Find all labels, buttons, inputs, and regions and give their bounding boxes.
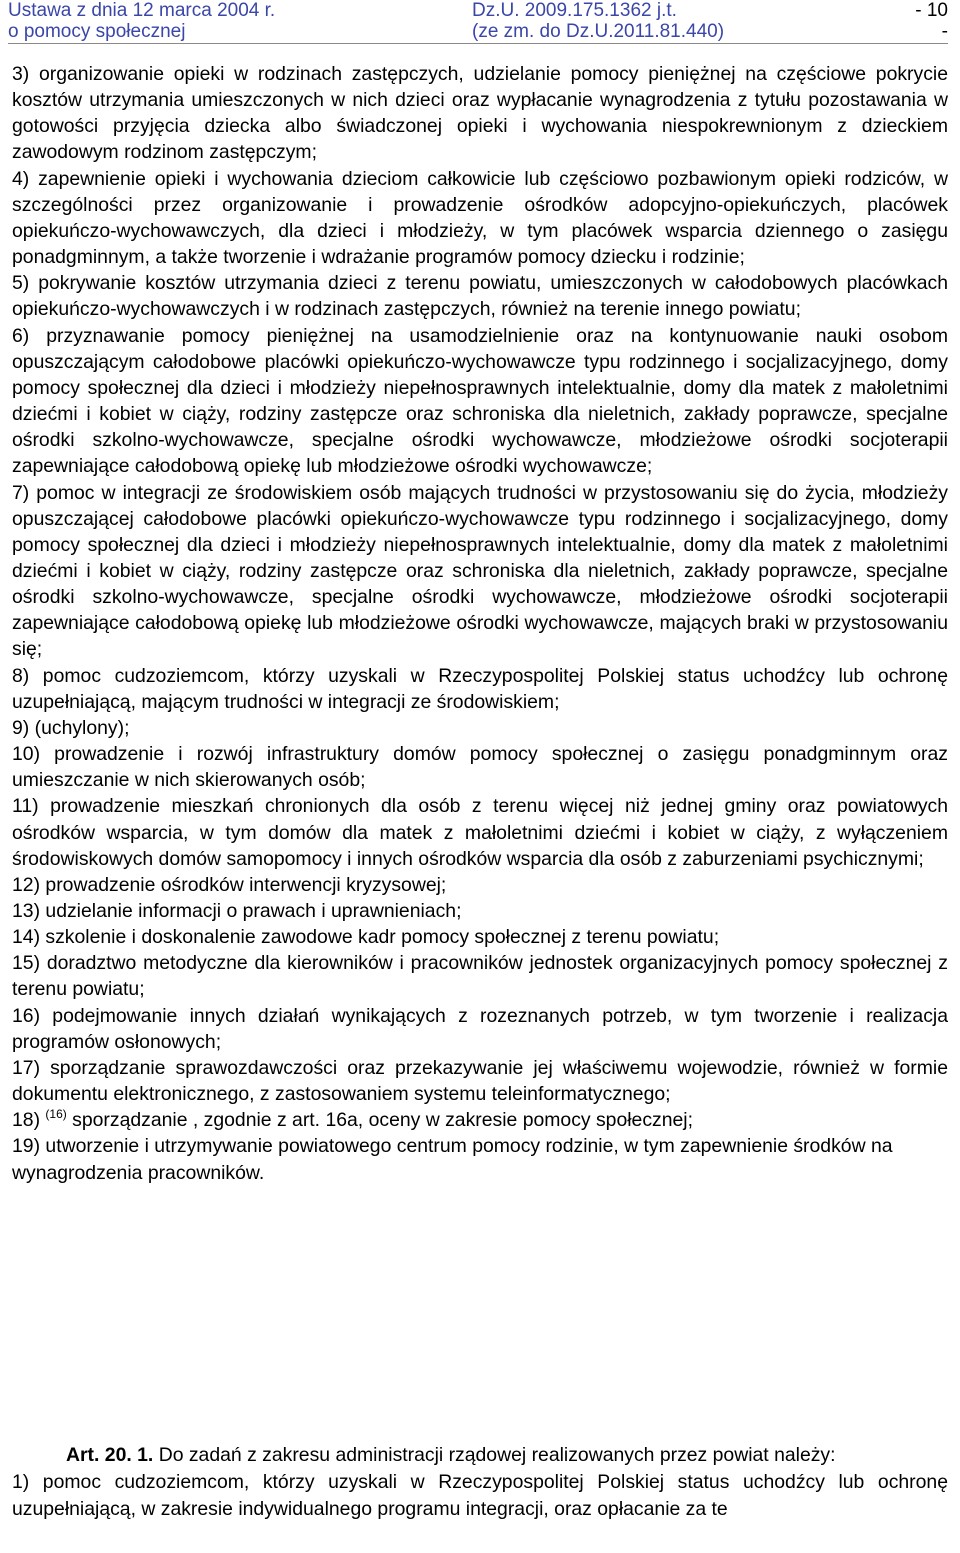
list-item: 3) organizowanie opieki w rodzinach zastępczych, udzielanie pomocy pieniężnej na częściowe pokrycie kosztów utrzymania umieszczonych w nich dzieci oraz wypłacanie wynagrodzenia z tytułu pozostawania w gotowości przyjęcia dziecka albo świadczonej opieki i wychowania niespokrewnionym z dzieckiem zawodowym rodzinom zastępczym; xyxy=(12,63,948,164)
article-label: Art. 20. 1. xyxy=(66,1444,154,1466)
list-item: 4) zapewnienie opieki i wychowania dzieciom całkowicie lub częściowo pozbawionym opieki rodziców, w szczególności przez organizowanie i prowadzenie ośrodków adopcyjno-opiekuńczych, placówek opiekuńczo-wychowawczych, dla dzieci i młodzieży, w tym placówek wsparcia dziennego o zasięgu ponadgminnym, a także tworzenie i wdrażanie programów pomocy dziecku i rodzinie; xyxy=(12,167,948,269)
list-item: 7) pomoc w integracji ze środowiskiem osób mających trudności w przystosowaniu się do życia, młodzieży opuszczającej całodobowe placówki opiekuńczo-wychowawcze typu rodzinnego i socjalizacyjnego, domy pomocy społecznej dla dzieci i młodzieży niepełnosprawnych intelektualnie, domy dla matek z małoletnimi dziećmi i kobiet w ciąży, rodziny zastępcze oraz schroniska dla nieletnich, zakłady poprawcze, specjalne ośrodki szkolno-wychowawcze, specjalne ośrodki wychowawcze, młodzieżowe ośrodki socjoterapii zapewniające całodobową opiekę lub młodzieżowe ośrodki wychowawcze, mających braki w przystosowaniu się; xyxy=(12,481,948,661)
list-item: 17) sporządzanie sprawozdawczości oraz przekazywanie jej właściwemu wojewodzie, również w formie dokumentu elektronicznego, z zastosowaniem systemu teleinformatycznego; xyxy=(12,1056,948,1106)
amendment-reference: (ze zm. do Dz.U.2011.81.440) xyxy=(472,21,725,42)
list-item: 13) udzielanie informacji o prawach i uprawnieniach; xyxy=(12,900,462,922)
list-item: 15) doradztwo metodyczne dla kierowników i pracowników jednostek organizacyjnych pomocy społecznej z terenu powiatu; xyxy=(12,952,948,1001)
page-header xyxy=(0,0,960,44)
header-divider xyxy=(8,43,948,44)
article-heading-paragraph xyxy=(12,1442,948,1469)
article-intro: Do zadań z zakresu administracji rządowej realizowanych przez powiat należy: xyxy=(158,1444,836,1466)
journal-reference: Dz.U. 2009.175.1362 j.t. xyxy=(472,0,677,21)
footnote-reference: (16) xyxy=(45,1107,67,1122)
list-item: 9) (uchylony); xyxy=(12,716,130,739)
act-subject: o pomocy społecznej xyxy=(8,21,186,42)
item-number: 18) xyxy=(12,1109,41,1132)
list-item: 12) prowadzenie ośrodków interwencji kryzysowej; xyxy=(12,873,447,896)
article-section xyxy=(12,1442,948,1523)
list-item: 6) przyznawanie pomocy pieniężnej na usamodzielnienie oraz na kontynuowanie nauki osobom opuszczającym całodobowe placówki opiekuńczo-wychowawcze typu rodzinnego i socjalizacyjnego, domy pomocy społecznej dla dzieci i młodzieży niepełnosprawnych intelektualnie, domy dla matek z małoletnimi dziećmi i kobiet w ciąży, rodziny zastępcze oraz schroniska dla nieletnich, zakłady poprawcze, specjalne ośrodki szkolno-wychowawcze, specjalne ośrodki wychowawcze, młodzieżowe ośrodki socjoterapii zapewniające całodobową opiekę lub młodzieżowe ośrodki wychowawcze; xyxy=(12,324,948,478)
page-number-dash: - xyxy=(941,21,948,42)
list-item: 16) podejmowanie innych działań wynikających z rozeznanych potrzeb, w tym tworzenie i realizacja programów osłonowych; xyxy=(12,1004,948,1053)
list-item: 10) prowadzenie i rozwój infrastruktury domów pomocy społecznej o zasięgu ponadgminnym oraz umieszczanie w nich skierowanych osób; xyxy=(12,743,948,792)
list-item-19: 19) utworzenie i utrzymywanie powiatowego centrum pomocy rodzinie, w tym zapewnienie środków na wynagrodzenia pracowników. xyxy=(12,1135,893,1184)
list-item: 14) szkolenie i doskonalenie zawodowe kadr pomocy społecznej z terenu powiatu; xyxy=(12,926,720,949)
list-item: 11) prowadzenie mieszkań chronionych dla osób z terenu więcej niż jednej gminy oraz powiatowych ośrodków wsparcia, w tym domów dla matek z małoletnimi dziećmi i kobiet w ciąży, z wyłączeniem środowiskowych domów samopomocy i innych ośrodków wsparcia dla osób z zaburzeniami psychicznymi; xyxy=(12,795,948,870)
act-title: Ustawa z dnia 12 marca 2004 r. xyxy=(8,0,276,21)
item-text: sporządzanie , zgodnie z art. 16a, oceny w zakresie pomocy społecznej; xyxy=(72,1109,693,1132)
list-item: 8) pomoc cudzoziemcom, którzy uzyskali w Rzeczypospolitej Polskiej status uchodźcy lub ochronę uzupełniającą, mającym trudności w integracji ze środowiskiem; xyxy=(12,664,948,713)
document-body xyxy=(12,61,948,1186)
article-list-item: 1) pomoc cudzoziemcom, którzy uzyskali w Rzeczypospolitej Polskiej status uchodźcy lub ochronę uzupełniającą, w zakresie indywidualnego programu integracji, oraz opłacanie za te xyxy=(12,1471,948,1520)
page-number: - 10 xyxy=(915,0,948,21)
list-item-18 xyxy=(12,1107,948,1133)
list-item: 5) pokrywanie kosztów utrzymania dzieci z terenu powiatu, umieszczonych w całodobowych placówkach opiekuńczo-wychowawczych i w rodzinach zastępczych, również na terenie innego powiatu; xyxy=(12,272,948,321)
